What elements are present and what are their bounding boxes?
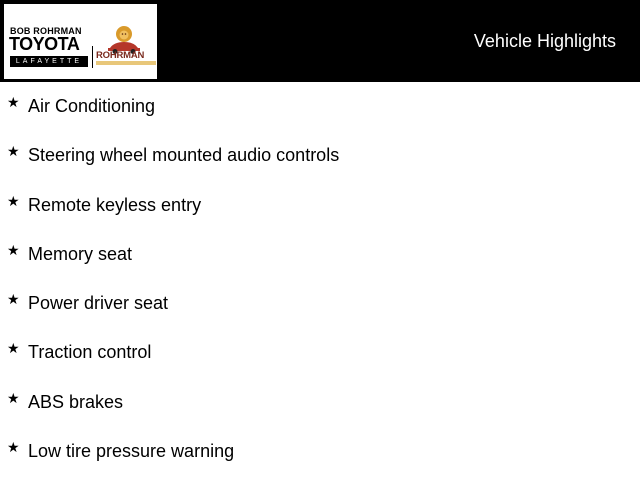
feature-label: Remote keyless entry <box>28 194 202 215</box>
list-item <box>0 378 640 427</box>
page-title: Vehicle Highlights <box>473 31 616 51</box>
feature-list <box>0 82 640 476</box>
logo-divider <box>92 46 93 68</box>
feature-label: Steering wheel mounted audio controls <box>28 145 340 166</box>
star-icon: ★ <box>7 242 20 259</box>
feature-label: Air Conditioning <box>28 96 156 116</box>
list-item <box>0 427 640 476</box>
feature-label: Low tire pressure warning <box>28 441 235 462</box>
list-item <box>0 131 640 180</box>
logo-mark-underline <box>96 61 156 65</box>
star-icon: ★ <box>7 440 20 457</box>
list-item <box>0 181 640 230</box>
feature-label: Traction control <box>28 342 152 363</box>
logo-dealer-name: BOB ROHRMAN <box>10 26 82 36</box>
logo-brand-name: TOYOTA <box>9 34 80 54</box>
star-icon: ★ <box>7 144 20 161</box>
feature-label: ABS brakes <box>28 391 124 412</box>
star-icon: ★ <box>7 292 20 309</box>
star-icon: ★ <box>7 390 20 407</box>
header-bar <box>0 0 640 82</box>
star-icon: ★ <box>7 95 20 111</box>
list-item <box>0 279 640 328</box>
list-item <box>0 328 640 377</box>
dealer-logo <box>4 4 157 79</box>
star-icon: ★ <box>7 193 20 210</box>
list-item <box>0 82 640 131</box>
logo-mark-text: ROHRMAN <box>96 50 145 61</box>
logo-location: LAFAYETTE <box>10 56 88 67</box>
list-item <box>0 230 640 279</box>
feature-label: Memory seat <box>28 243 133 264</box>
feature-label: Power driver seat <box>28 293 169 314</box>
star-icon: ★ <box>7 341 20 358</box>
